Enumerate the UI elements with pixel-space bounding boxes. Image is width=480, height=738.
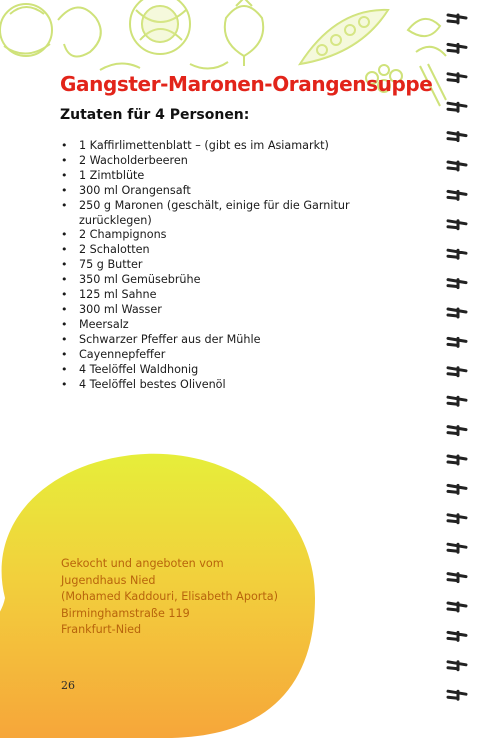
recipe-title: Gangster-Maronen-Orangensuppe	[60, 72, 433, 96]
bullet-icon: •	[61, 317, 68, 331]
spiral-coil	[448, 632, 466, 640]
spiral-binding-icon	[444, 0, 480, 738]
bullet-icon: •	[61, 139, 68, 152]
spiral-coil	[448, 162, 466, 170]
credit-line: Birminghamstraße 119	[61, 606, 190, 620]
spiral-coil	[448, 603, 466, 611]
ingredient-item: • 2 Wacholderbeeren	[61, 153, 188, 167]
bullet-icon: •	[61, 258, 68, 272]
spiral-coil	[448, 368, 466, 376]
spiral-coil	[448, 427, 466, 435]
ingredient-item: • 250 g Maronen (geschält, einige für die Garnitur	[61, 198, 350, 212]
ingredient-item: • 75 g Butter	[61, 258, 143, 272]
ingredient-item: • 2 Schalotten	[61, 243, 150, 257]
spiral-coil	[448, 250, 466, 258]
spiral-coil	[448, 309, 466, 317]
bullet-icon: •	[61, 332, 68, 346]
spiral-coil	[448, 662, 466, 670]
ingredient-item: • 4 Teelöffel bestes Olivenöl	[61, 377, 226, 391]
ingredient-item: • 2 Champignons	[61, 228, 167, 242]
spiral-coil	[448, 691, 466, 699]
spiral-coil	[448, 544, 466, 552]
credit-line: Frankfurt-Nied	[61, 623, 142, 636]
spiral-coil	[448, 74, 466, 82]
spiral-coil	[448, 103, 466, 111]
ingredient-item: • Schwarzer Pfeffer aus der Mühle	[61, 332, 261, 346]
ingredient-item: • 1 Kaffirlimettenblatt – (gibt es im Asiamarkt)	[61, 139, 329, 152]
spiral-coil	[448, 397, 466, 405]
ingredient-item: • Cayennepfeffer	[61, 347, 166, 361]
bullet-icon: •	[61, 362, 68, 376]
ingredient-item: • 300 ml Wasser	[61, 302, 162, 316]
spiral-coil	[448, 574, 466, 582]
bullet-icon: •	[61, 288, 68, 302]
bullet-icon: •	[61, 198, 68, 212]
ingredient-item: • 300 ml Orangensaft	[61, 183, 191, 197]
spiral-coil	[448, 15, 466, 23]
ingredient-item: • 1 Zimtblüte	[61, 168, 145, 182]
credit-line: (Mohamed Kaddouri, Elisabeth Aporta)	[61, 590, 278, 603]
credit-block	[61, 556, 278, 639]
bullet-icon: •	[61, 183, 68, 197]
bullet-icon: •	[61, 168, 68, 182]
bullet-icon: •	[61, 228, 68, 242]
ingredients-heading: Zutaten für 4 Personen:	[60, 107, 250, 123]
spiral-coil	[448, 456, 466, 464]
credit-line: Jugendhaus Nied	[61, 573, 156, 587]
spiral-coil	[448, 515, 466, 523]
bullet-icon: •	[61, 377, 68, 391]
ingredient-item-continuation: zurücklegen)	[79, 213, 152, 227]
ingredient-item: • 4 Teelöffel Waldhonig	[61, 362, 199, 376]
spiral-coil	[448, 338, 466, 346]
spiral-coil	[448, 280, 466, 288]
ingredient-item: • Meersalz	[61, 317, 129, 331]
ingredients-list	[58, 139, 388, 392]
bullet-icon: •	[61, 153, 68, 167]
spiral-coil	[448, 485, 466, 493]
credit-line: Gekocht und angeboten vom	[61, 557, 224, 570]
page-number: 26	[61, 679, 75, 692]
bullet-icon: •	[61, 273, 68, 287]
spiral-coil	[448, 133, 466, 141]
ingredient-item: • 350 ml Gemüsebrühe	[61, 273, 201, 287]
spiral-coil	[448, 191, 466, 199]
bullet-icon: •	[61, 243, 68, 257]
bullet-icon: •	[61, 302, 68, 316]
bullet-icon: •	[61, 347, 68, 361]
ingredient-item: • 125 ml Sahne	[61, 288, 157, 302]
spiral-coil	[448, 221, 466, 229]
spiral-coil	[448, 44, 466, 52]
